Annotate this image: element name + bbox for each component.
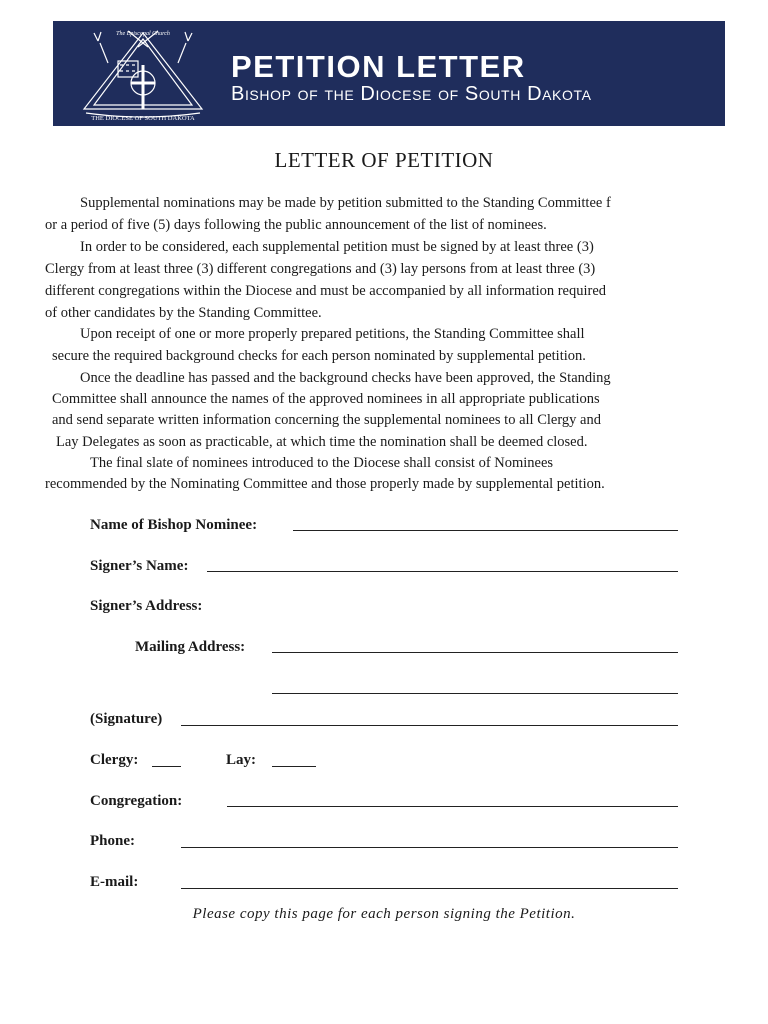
clergy-label: Clergy: bbox=[90, 752, 139, 768]
congregation-label: Congregation: bbox=[90, 793, 183, 809]
seal-bottom-text: THE DIOCESE OF SOUTH DAKOTA bbox=[91, 115, 195, 122]
paragraph-line: Supplemental nominations may be made by petition submitted to the Standing Committee f bbox=[80, 195, 611, 211]
phone-field[interactable] bbox=[181, 847, 678, 848]
header-banner bbox=[53, 21, 725, 126]
paragraph-line: In order to be considered, each supplemental petition must be signed by at least three (3) bbox=[80, 239, 594, 255]
mailing-address-label: Mailing Address: bbox=[135, 639, 246, 655]
mailing-address-field-line2[interactable] bbox=[272, 693, 678, 694]
congregation-field[interactable] bbox=[227, 806, 678, 807]
paragraph-line: Committee shall announce the names of the approved nominees in all appropriate publications bbox=[52, 391, 600, 407]
bishop-nominee-label: Name of Bishop Nominee: bbox=[90, 517, 258, 533]
paragraph-line: secure the required background checks for each person nominated by supplemental petition. bbox=[52, 348, 586, 364]
paragraph-line: different congregations within the Diocese and must be accompanied by all information required bbox=[45, 283, 607, 299]
phone-label: Phone: bbox=[90, 833, 135, 849]
mailing-address-field-line1[interactable] bbox=[272, 652, 678, 653]
banner-subtitle: Bishop of the Diocese of South Dakota bbox=[231, 83, 592, 105]
email-field[interactable] bbox=[181, 888, 678, 889]
document-title: LETTER OF PETITION bbox=[274, 148, 494, 172]
paragraph-line: recommended by the Nominating Committee and those properly made by supplemental petition. bbox=[45, 476, 605, 492]
paragraph-line: Once the deadline has passed and the background checks have been approved, the Standing bbox=[80, 370, 611, 386]
signature-label: (Signature) bbox=[90, 711, 163, 727]
seal-top-text: The Episcopal Church bbox=[116, 31, 170, 37]
signer-name-label: Signer’s Name: bbox=[90, 558, 189, 574]
bishop-nominee-field[interactable] bbox=[293, 530, 678, 531]
paragraph-line: The final slate of nominees introduced to the Diocese shall consist of Nominees bbox=[90, 455, 554, 471]
banner-title: PETITION LETTER bbox=[231, 49, 526, 84]
copy-instruction-note: Please copy this page for each person signing the Petition. bbox=[192, 906, 576, 922]
paragraph-line: or a period of five (5) days following the public announcement of the list of nominees. bbox=[45, 217, 547, 233]
clergy-field[interactable] bbox=[152, 766, 181, 767]
signer-address-label: Signer’s Address: bbox=[90, 598, 203, 614]
diocese-seal-logo bbox=[68, 25, 218, 123]
paragraph-line: Lay Delegates as soon as practicable, at which time the nomination shall be deemed closed. bbox=[56, 434, 588, 450]
lay-field[interactable] bbox=[272, 766, 316, 767]
email-label: E-mail: bbox=[90, 874, 139, 890]
lay-label: Lay: bbox=[226, 752, 256, 768]
signature-field[interactable] bbox=[181, 725, 678, 726]
paragraph-line: of other candidates by the Standing Committee. bbox=[45, 305, 322, 321]
paragraph-line: Clergy from at least three (3) different congregations and (3) lay persons from at least three (3) bbox=[45, 261, 596, 277]
paragraph-line: Upon receipt of one or more properly prepared petitions, the Standing Committee shall bbox=[80, 326, 585, 342]
signer-name-field[interactable] bbox=[207, 571, 678, 572]
paragraph-line: and send separate written information concerning the supplemental nominees to all Clergy and bbox=[52, 412, 601, 428]
